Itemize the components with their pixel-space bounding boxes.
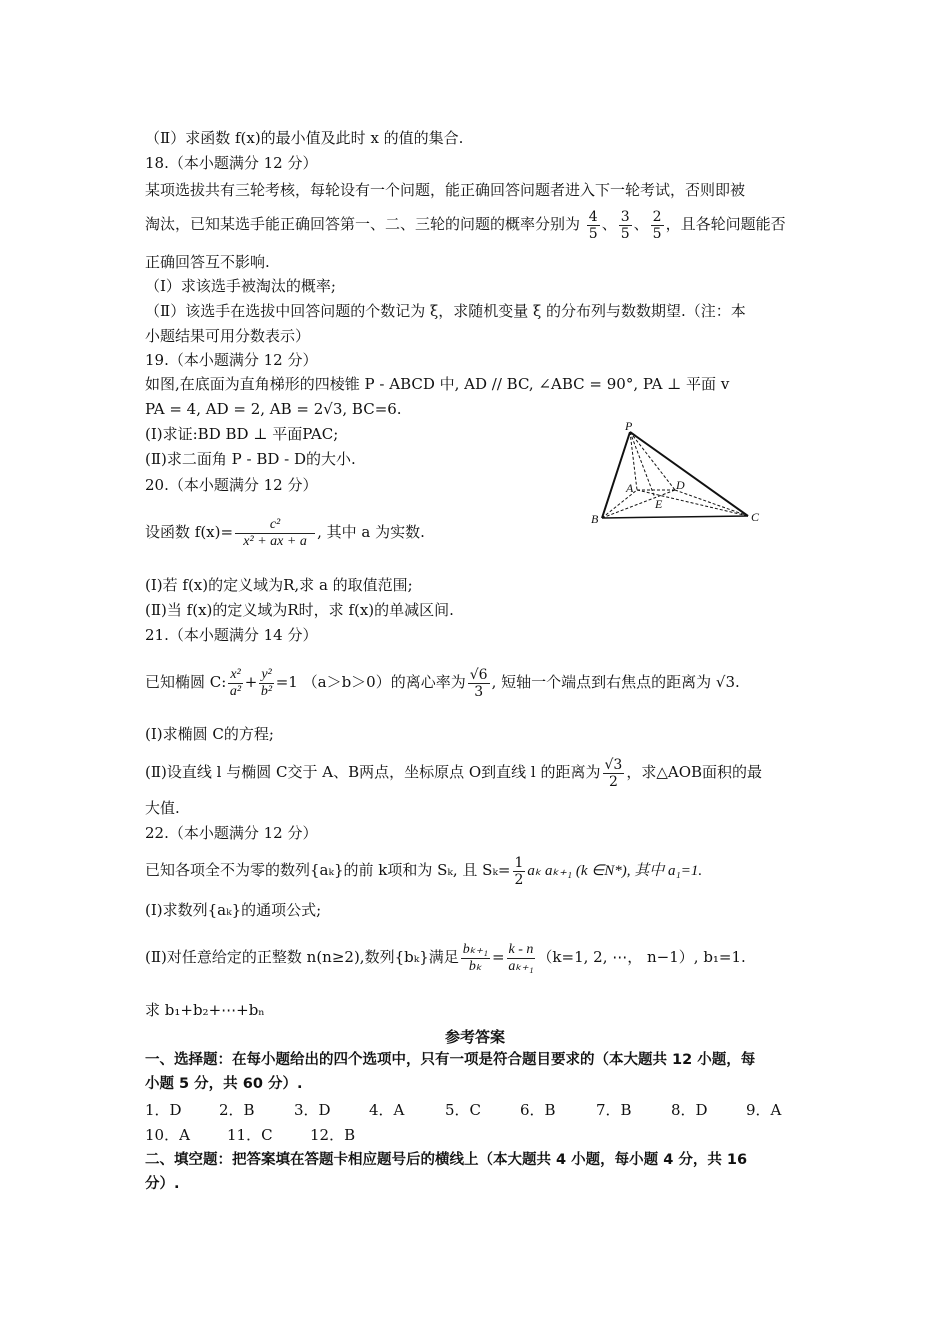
prob-fraction-1 — [587, 209, 600, 242]
pyramid-figure — [585, 420, 770, 535]
frac-num: √6 — [469, 666, 488, 683]
edge-pc — [630, 432, 748, 516]
q22-text: 已知各项全不为零的数列{aₖ}的前 k项和为 Sₖ, 且 Sₖ= — [145, 861, 511, 879]
edge-dc — [675, 490, 748, 516]
frac-num: k - n — [508, 941, 534, 957]
q21-text: 已知椭圆 C: — [145, 673, 227, 691]
label-p: P — [625, 420, 633, 433]
frac-den: 2 — [514, 871, 524, 888]
frac-den: 5 — [620, 225, 630, 242]
q19-header: 19.（本小题满分 12 分） — [145, 351, 318, 369]
frac-num: 3 — [620, 208, 630, 225]
answers-sec1: 一、选择题：在每小题给出的四个选项中，只有一项是符合题目要求的（本大题共 12 小题，每 — [145, 1052, 756, 1068]
frac-den: b² — [260, 683, 273, 699]
q19-line1: 如图,在底面为直角梯形的四棱锥 P - ABCD 中, AD // BC, ∠ABC = 90°, PA ⊥ 平面 v — [145, 375, 730, 393]
frac-num: 4 — [588, 208, 598, 225]
q20-part1: (Ⅰ)若 f(x)的定义域为R,求 a 的取值范围; — [145, 576, 413, 594]
q18-line2-tail: ，且各轮问题能否 — [665, 215, 786, 233]
answer-item: 6．B — [520, 1101, 556, 1119]
frac-den: bₖ — [468, 958, 482, 974]
label-b: B — [591, 512, 599, 526]
separator: 、 — [633, 215, 649, 233]
answers-title: 参考答案 — [444, 1028, 505, 1046]
q21-part2-tail: ，求△AOB面积的最 — [626, 763, 763, 781]
frac-den: aₖ₊₁ — [508, 958, 534, 974]
q21-text-3: 短轴一个端点到右焦点的距离为 — [501, 673, 712, 691]
label-a: A — [626, 481, 634, 495]
ellipse-term-y — [259, 667, 273, 700]
q18-part2: （Ⅱ）该选手在选拔中回答问题的个数记为 ξ，求随机变量 ξ 的分布列与数数期望.（注：本 — [145, 302, 746, 320]
q21-part2-cont: 大值. — [145, 799, 180, 817]
q19-line2: PA = 4, AD = 2, AB = 2√3, BC=6. — [145, 400, 402, 418]
label-e: E — [655, 497, 663, 511]
q22-line1 — [145, 850, 702, 891]
distance-fraction — [603, 757, 625, 790]
q22-header: 22.（本小题满分 12 分） — [145, 824, 318, 842]
answers-sec1-cont: 小题 5 分，共 60 分）. — [145, 1076, 303, 1092]
q20-text: 设函数 f(x)= — [145, 523, 234, 541]
comma: , — [491, 673, 497, 691]
answer-item: 7．B — [596, 1101, 632, 1119]
eccentricity-fraction — [468, 667, 490, 700]
plus-sign: + — [244, 673, 258, 691]
frac-num: y² — [261, 666, 272, 682]
q21-text-2: （a＞b＞0）的离心率为 — [302, 673, 466, 691]
q21-line1 — [145, 660, 740, 704]
label-d: D — [676, 478, 685, 492]
answers-sec2: 二、填空题：把答案填在答题卡相应题号后的横线上（本大题共 4 小题，每小题 4 分，共 16 — [145, 1152, 748, 1168]
frac-den: 3 — [474, 683, 484, 700]
answer-item: 10．A — [145, 1126, 190, 1144]
answer-item: 8．D — [671, 1101, 708, 1119]
prob-fraction-2 — [619, 209, 632, 242]
q22-part2-tail: （k=1, 2, ⋯， n−1）, b₁=1. — [537, 948, 746, 966]
q22-part2-text: (Ⅱ)对任意给定的正整数 n(n≥2),数列{bₖ}满足 — [145, 948, 459, 966]
q22-part3: 求 b₁+b₂+⋯+bₙ — [145, 1001, 265, 1019]
answer-item: 3．D — [294, 1101, 331, 1119]
kn-fraction — [507, 942, 536, 975]
q18-line2-text: 淘汰，已知某选手能正确回答第一、二、三轮的问题的概率分别为 — [145, 215, 581, 233]
q18-line3: 正确回答互不影响. — [145, 253, 270, 271]
q19-part1: (Ⅰ)求证:BD BD ⊥ 平面PAC; — [145, 425, 339, 443]
answer-item: 2．B — [219, 1101, 255, 1119]
frac-num: bₖ₊₁ — [462, 941, 488, 957]
prob-fraction-3 — [651, 209, 664, 242]
frac-num: 2 — [652, 208, 662, 225]
half-fraction — [513, 855, 526, 888]
edge-pd — [630, 432, 675, 490]
q20-line1 — [145, 510, 425, 554]
answer-item: 9．A — [746, 1101, 782, 1119]
edge-bd — [602, 490, 675, 518]
frac-den: a² — [229, 683, 242, 699]
q18-part2-cont: 小题结果可用分数表示） — [145, 327, 311, 345]
q18-line1: 某项选拔共有三轮考核，每轮设有一个问题，能正确回答问题者进入下一轮考试，否则即被 — [145, 181, 746, 199]
answer-item: 4．A — [369, 1101, 405, 1119]
equals-sign: = — [491, 948, 505, 966]
q17-part2: （Ⅱ）求函数 f(x)的最小值及此时 x 的值的集合. — [145, 129, 464, 147]
q20-part2: (Ⅱ)当 f(x)的定义域为R时，求 f(x)的单减区间. — [145, 601, 454, 619]
edge-bc — [602, 516, 748, 518]
separator: 、 — [601, 215, 617, 233]
b-ratio-fraction — [461, 942, 490, 975]
frac-den: x² + ax + a — [243, 533, 307, 549]
q18-line2 — [145, 204, 786, 244]
answers-sec2-cont: 分）. — [145, 1176, 180, 1192]
q18-header: 18.（本小题满分 12 分） — [145, 154, 318, 172]
q22-text-tail: aₖ aₖ₊₁ (k ∈N*), 其中 a₁=1. — [527, 863, 703, 879]
q19-part2: (Ⅱ)求二面角 P - BD - D的大小. — [145, 450, 356, 468]
q22-part1: (Ⅰ)求数列{aₖ}的通项公式; — [145, 901, 322, 919]
answer-item: 5．C — [445, 1101, 482, 1119]
answer-item: 1．D — [145, 1101, 182, 1119]
answer-item: 12．B — [310, 1126, 356, 1144]
ellipse-term-x — [228, 667, 242, 700]
q20-header: 20.（本小题满分 12 分） — [145, 476, 318, 494]
q21-text-4: √3. — [715, 673, 740, 691]
q21-header: 21.（本小题满分 14 分） — [145, 626, 318, 644]
q20-text-tail: , 其中 a 为实数. — [317, 523, 425, 541]
label-c: C — [751, 510, 760, 524]
frac-den: 5 — [652, 225, 662, 242]
answer-item: 11．C — [227, 1126, 273, 1144]
frac-num: 1 — [514, 854, 524, 871]
q18-part1: （Ⅰ）求该选手被淘汰的概率; — [145, 277, 336, 295]
frac-den: 2 — [608, 773, 618, 790]
ellipse-eq: =1 — [275, 673, 298, 691]
frac-num: x² — [230, 666, 241, 682]
q21-part1: (Ⅰ)求椭圆 C的方程; — [145, 725, 274, 743]
q20-fraction — [235, 517, 315, 550]
frac-num: c² — [235, 517, 315, 534]
frac-num: √3 — [604, 756, 623, 773]
frac-den: 5 — [588, 225, 598, 242]
q22-part2 — [145, 935, 746, 979]
edge-pb — [602, 432, 630, 518]
q21-part2-text: (Ⅱ)设直线 l 与椭圆 C交于 A、B两点，坐标原点 O到直线 l 的距离为 — [145, 763, 601, 781]
q21-part2 — [145, 752, 762, 792]
